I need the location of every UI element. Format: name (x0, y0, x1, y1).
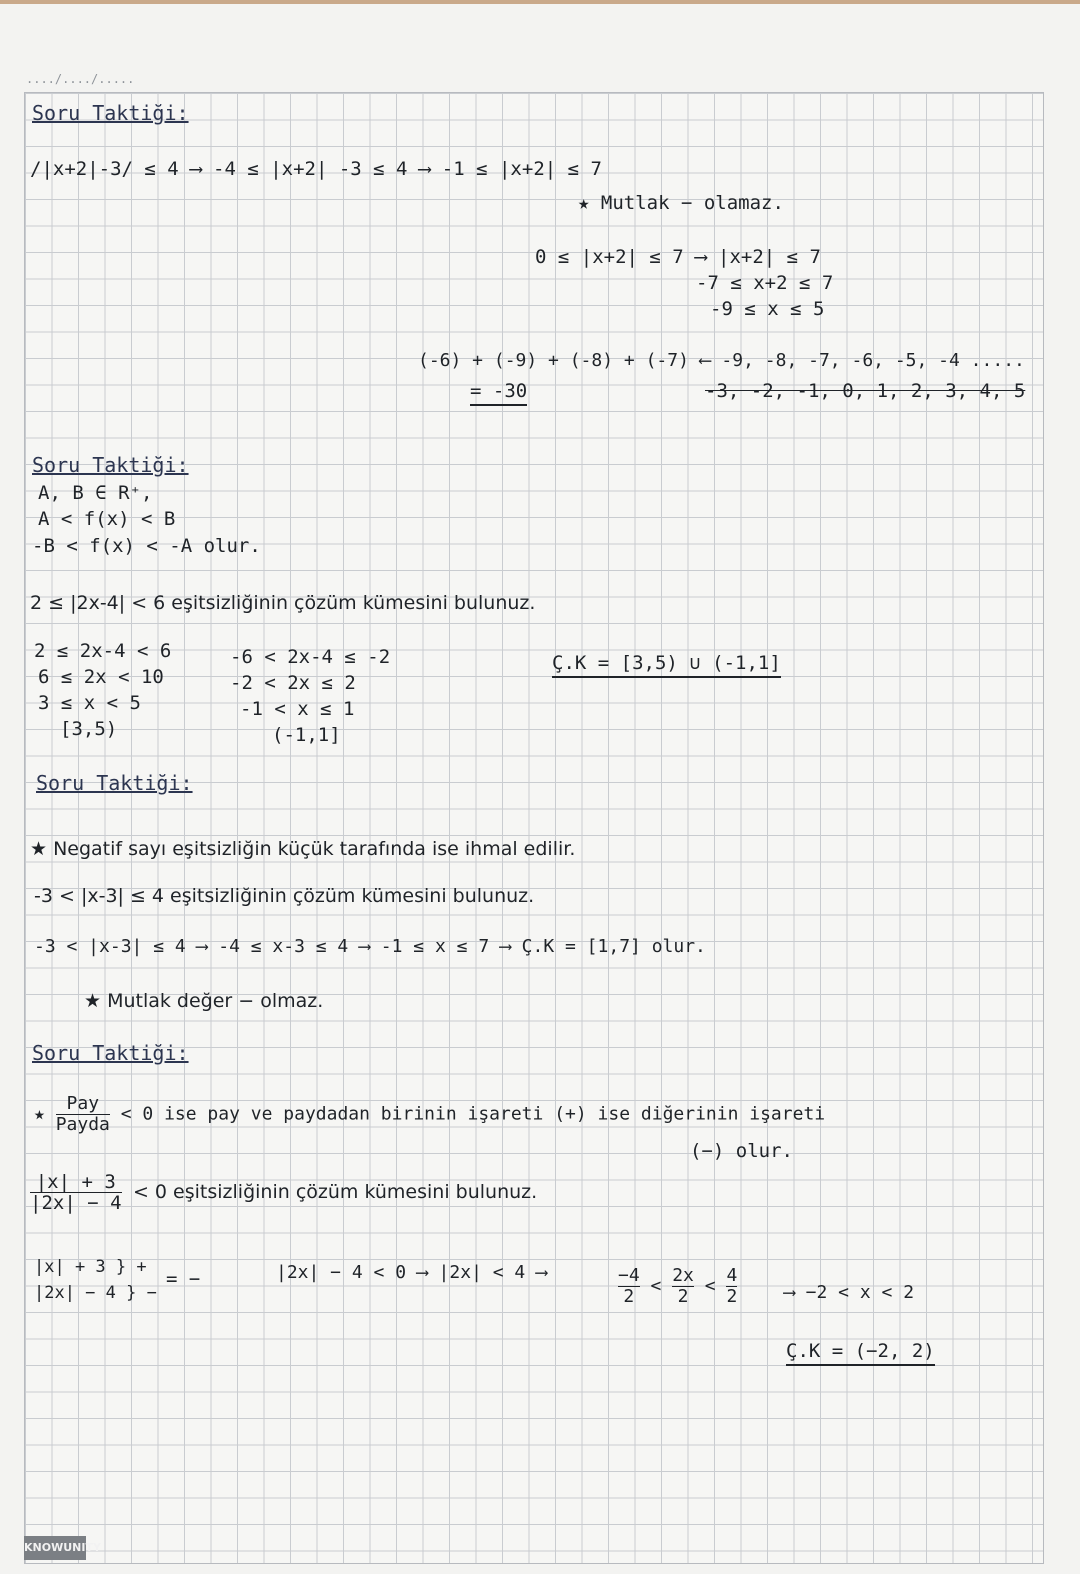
section2-mid3: -1 < x ≤ 1 (240, 698, 355, 720)
ineq-right-den: 2 (726, 1286, 738, 1307)
section1-crossed: -3, -2, -1, 0, 1, 2, 3, 4, 5 (705, 380, 1026, 402)
section4-rule-text2: (−) olur. (690, 1140, 793, 1162)
section1-step3: -9 ≤ x ≤ 5 (710, 298, 825, 320)
section1-note: ★ Mutlak − olamaz. (578, 192, 784, 214)
section4-question-row (30, 1172, 537, 1213)
section4-ineq: $\frac{-4}{2}$ < $\frac{2x}{2}$ < $\frac{4}{2}$ (618, 1265, 738, 1307)
section2-question: 2 ≤ |2x-4| < 6 eşitsizliğinin çözüm kümesini bulunuz. (30, 592, 536, 614)
section4-sign-result: = − (166, 1268, 201, 1290)
rule-numerator: Pay (56, 1094, 110, 1115)
section3-question: -3 < |x-3| ≤ 4 eşitsizliğinin çözüm kümesini bulunuz. (34, 885, 535, 907)
section2-left1: 2 ≤ 2x-4 < 6 (34, 640, 172, 662)
section1-step2: -7 ≤ x+2 ≤ 7 (696, 272, 834, 294)
section2-answer: Ç.K = [3,5) ∪ (-1,1] (552, 652, 781, 678)
section4-step: |2x| − 4 < 0 ⟶ |2x| < 4 ⟶ (276, 1262, 547, 1283)
page-top-edge (0, 0, 1080, 4)
section1-line1: /|x+2|-3/ ≤ 4 ⟶ -4 ≤ |x+2| -3 ≤ 4 ⟶ -1 ≤ |x+2| ≤ 7 (30, 158, 602, 180)
section2-mid1: -6 < 2x-4 ≤ -2 (230, 646, 391, 668)
section2-rule1: A, B ∈ R⁺, (38, 482, 153, 504)
ineq-mid: 2x (672, 1265, 694, 1286)
section2-left4: [3,5) (60, 718, 118, 740)
ineq-mid-den: 2 (677, 1286, 689, 1307)
section2-title: Soru Taktiği: (32, 453, 189, 477)
section1-title: Soru Taktiği: (32, 101, 189, 125)
section3-note: ★ Mutlak değer − olmaz. (84, 990, 324, 1012)
section4-ineq-result: ⟶ −2 < x < 2 (784, 1282, 915, 1303)
section4-sign-den: |2x| − 4 } − (34, 1283, 157, 1303)
section1-step1: 0 ≤ |x+2| ≤ 7 ⟶ |x+2| ≤ 7 (535, 246, 821, 268)
date-placeholder: ..../..../..... (26, 72, 135, 86)
knowunity-logo: KNOWUNITY (24, 1536, 86, 1560)
section3-solution: -3 < |x-3| ≤ 4 ⟶ -4 ≤ x-3 ≤ 4 ⟶ -1 ≤ x ≤ 7 ⟶ Ç.K = [1,7] olur. (34, 936, 706, 957)
section3-title: Soru Taktiği: (36, 771, 193, 795)
ineq-right: 4 (726, 1265, 738, 1286)
section2-mid4: (-1,1] (272, 724, 341, 746)
section4-answer: Ç.K = (−2, 2) (786, 1340, 935, 1366)
section1-sum-line: (-6) + (-9) + (-8) + (-7) ⟵ -9, -8, -7, -6, -5, -4 ..... (418, 350, 1025, 371)
section2-rule2: A < f(x) < B (38, 508, 176, 530)
section4-rule: ★ $\frac{\text{Pay}}{\text{Payda}}$ < 0 ise pay ve paydadan birinin işareti (+) ise diğerinin işareti (34, 1093, 826, 1135)
section2-left3: 3 ≤ x < 5 (38, 692, 141, 714)
section4-sign-num: |x| + 3 } + (34, 1257, 147, 1277)
ineq-left: −4 (618, 1265, 640, 1286)
section4-question: < 0 eşitsizliğinin çözüm kümesini bulunuz. (132, 1181, 538, 1203)
section2-left2: 6 ≤ 2x < 10 (38, 666, 164, 688)
section1-sum-result: = -30 (470, 380, 527, 406)
section2-mid2: -2 < 2x ≤ 2 (230, 672, 356, 694)
rule-denominator: Payda (55, 1114, 110, 1135)
section4-title: Soru Taktiği: (32, 1041, 189, 1065)
section2-rule3: -B < f(x) < -A olur. (32, 535, 261, 557)
rule-text: < 0 ise pay ve paydadan birinin işareti (+) ise diğerinin işareti (120, 1103, 826, 1125)
ineq-left-den: 2 (623, 1286, 635, 1307)
question-numerator: |x| + 3 (30, 1172, 122, 1193)
section3-rule: ★ Negatif sayı eşitsizliğin küçük tarafında ise ihmal edilir. (30, 838, 576, 860)
question-denominator: |2x| − 4 (30, 1192, 122, 1214)
